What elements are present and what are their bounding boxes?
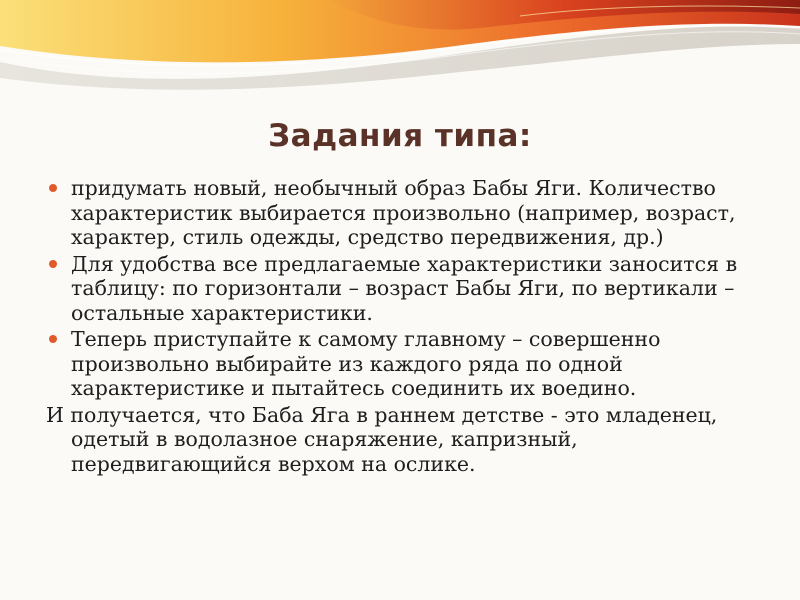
bullet-item — [42, 252, 782, 326]
slide-title: Задания типа: — [268, 118, 532, 154]
bullet-text: Теперь приступайте к самому главному – совершенно произвольно выбирайте из каждого ряда по одной характеристике и пытайтесь соединить их воедино. — [71, 327, 661, 400]
slide-body — [42, 176, 782, 476]
bullet-dot-icon — [49, 260, 57, 268]
bullet-dot-icon — [49, 184, 57, 192]
bullet-dot-icon — [49, 335, 57, 343]
conclusion-paragraph: И получается, что Баба Яга в раннем детстве - это младенец, одетый в водолазное снаряжение, капризный, передвигающийся верхом на ослике. — [46, 402, 718, 476]
bullet-item — [42, 176, 782, 250]
bullet-text: придумать новый, необычный образ Бабы Яги. Количество характеристик выбирается произвольно (например, возраст, характер, стиль одежды, средство передвижения, др.) — [71, 176, 736, 249]
bullet-item — [42, 327, 782, 401]
bullet-text: Для удобства все предлагаемые характеристики заносится в таблицу: по горизонтали – возраст Бабы Яги, по вертикали – остальные характеристики. — [71, 251, 738, 325]
decorative-swoosh-header — [0, 0, 800, 100]
